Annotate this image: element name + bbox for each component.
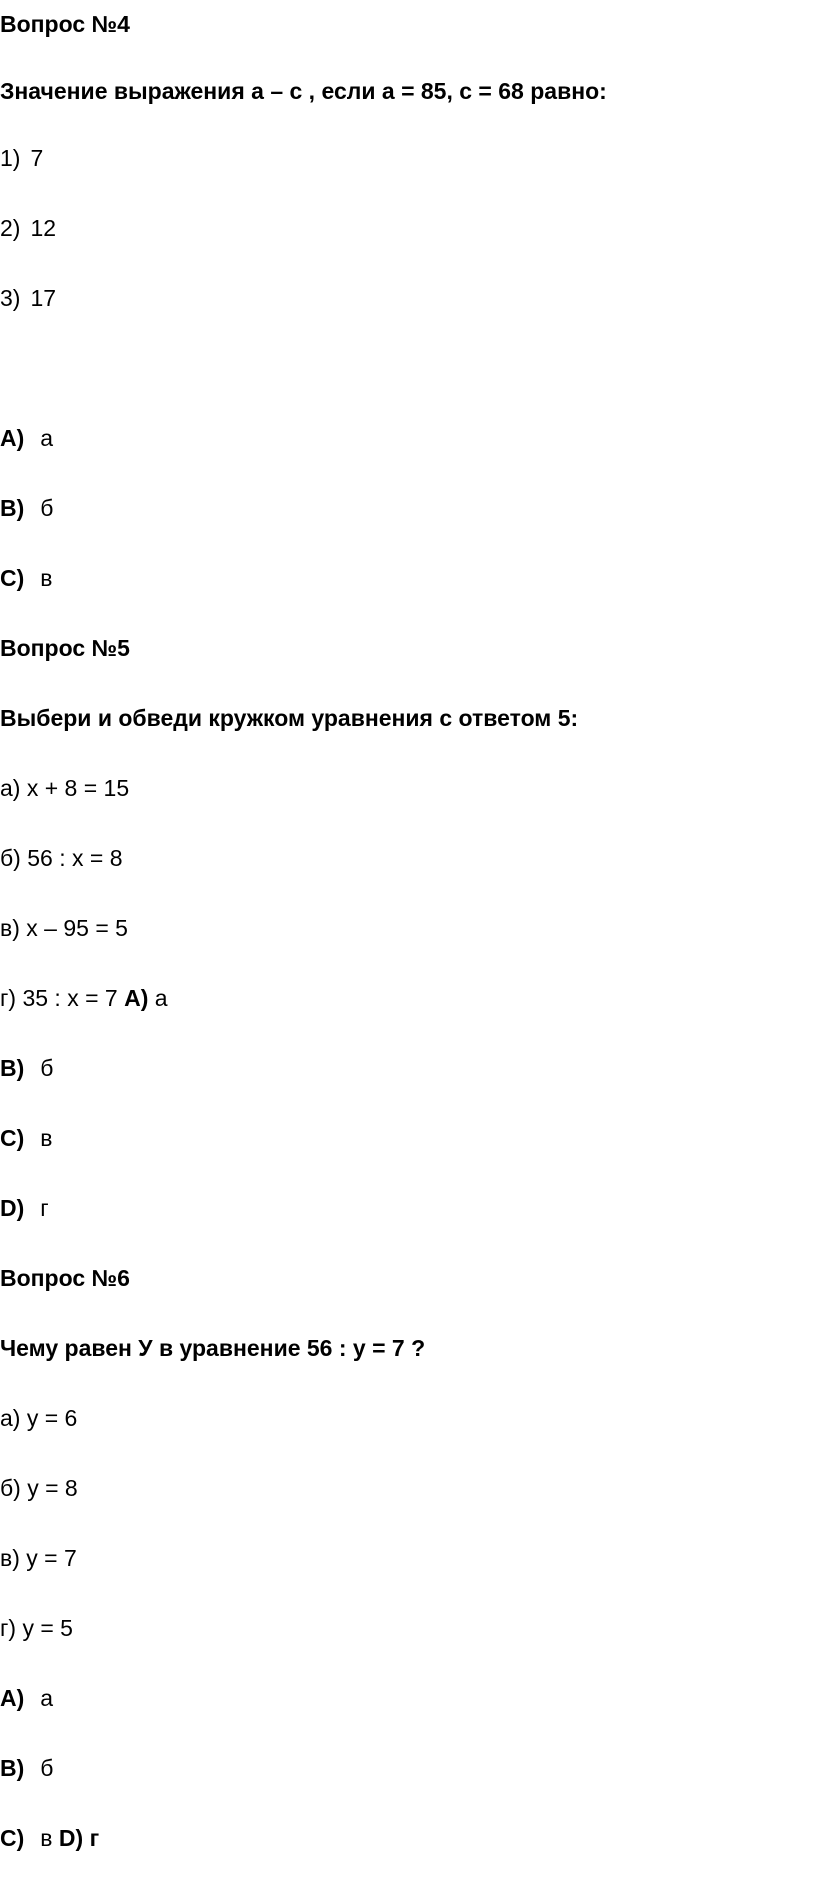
q4-option-2 — [0, 214, 56, 242]
q4-answer-a-text: а — [40, 425, 54, 451]
q4-option-3 — [0, 284, 56, 312]
q4-answer-c-text: в — [40, 565, 53, 591]
q4-option-2-num: 2) — [0, 215, 21, 241]
q4-option-1 — [0, 144, 43, 172]
q5-answer-d-letter: D) — [0, 1195, 25, 1221]
question-4-title: Вопрос №4 — [0, 11, 130, 37]
question-5-text: Выбери и обведи кружком уравнения с ответом 5: — [0, 705, 579, 731]
q6-option-a: а) у = 6 — [0, 1405, 78, 1431]
q6-answer-d[interactable] — [59, 1825, 99, 1851]
q5-option-b: б) 56 : х = 8 — [0, 845, 123, 871]
q6-answer-c-letter: С) — [0, 1825, 25, 1851]
q6-answer-d-letter: D) — [58, 1825, 84, 1851]
q6-answer-c-text: в — [40, 1825, 53, 1851]
q5-option-d: г) 35 : х = 7 — [0, 985, 118, 1011]
q6-answer-c-and-d — [0, 1824, 99, 1852]
q5-answer-c[interactable] — [0, 1124, 53, 1152]
question-5-title: Вопрос №5 — [0, 635, 130, 661]
q6-option-d: г) у = 5 — [0, 1615, 73, 1641]
q5-answer-d-text: г — [40, 1195, 49, 1221]
q5-answer-b-letter: В) — [0, 1055, 25, 1081]
q5-answer-d[interactable] — [0, 1194, 49, 1222]
q5-option-a: а) х + 8 = 15 — [0, 775, 130, 801]
q4-option-1-num: 1) — [0, 145, 21, 171]
question-4-text: Значение выражения а – с , если а = 85, с = 68 равно: — [0, 78, 607, 104]
q6-answer-b[interactable] — [0, 1754, 53, 1782]
q4-answer-c[interactable] — [0, 564, 53, 592]
q6-answer-c[interactable] — [0, 1825, 53, 1851]
q4-option-2-value: 12 — [30, 215, 57, 241]
q6-answer-b-text: б — [40, 1755, 54, 1781]
q5-answer-b-text: б — [40, 1055, 54, 1081]
q6-option-c: в) у = 7 — [0, 1545, 77, 1571]
question-6-title: Вопрос №6 — [0, 1265, 130, 1291]
q5-answer-a-letter: А) — [124, 985, 149, 1011]
q4-option-1-value: 7 — [30, 145, 44, 171]
q4-answer-b-text: б — [40, 495, 54, 521]
q5-answer-a-text: а — [154, 985, 168, 1011]
q4-answer-c-letter: С) — [0, 565, 25, 591]
q5-answer-c-text: в — [40, 1125, 53, 1151]
q5-answer-a[interactable] — [124, 985, 167, 1011]
q4-option-3-num: 3) — [0, 285, 21, 311]
q6-answer-a-letter: А) — [0, 1685, 25, 1711]
q5-option-c: в) х – 95 = 5 — [0, 915, 128, 941]
q5-option-d-with-answer-a — [0, 984, 168, 1012]
question-6-text: Чему равен У в уравнение 56 : у = 7 ? — [0, 1335, 426, 1361]
q4-option-3-value: 17 — [30, 285, 57, 311]
q6-answer-d-text: г — [89, 1825, 100, 1851]
q4-answer-a-letter: А) — [0, 425, 25, 451]
q5-answer-b[interactable] — [0, 1054, 53, 1082]
q6-option-b: б) у = 8 — [0, 1475, 78, 1501]
q4-answer-a[interactable] — [0, 424, 53, 452]
q5-answer-c-letter: С) — [0, 1125, 25, 1151]
q6-answer-a[interactable] — [0, 1684, 53, 1712]
q6-answer-a-text: а — [40, 1685, 54, 1711]
q4-answer-b[interactable] — [0, 494, 53, 522]
q6-answer-b-letter: В) — [0, 1755, 25, 1781]
q4-answer-b-letter: В) — [0, 495, 25, 521]
